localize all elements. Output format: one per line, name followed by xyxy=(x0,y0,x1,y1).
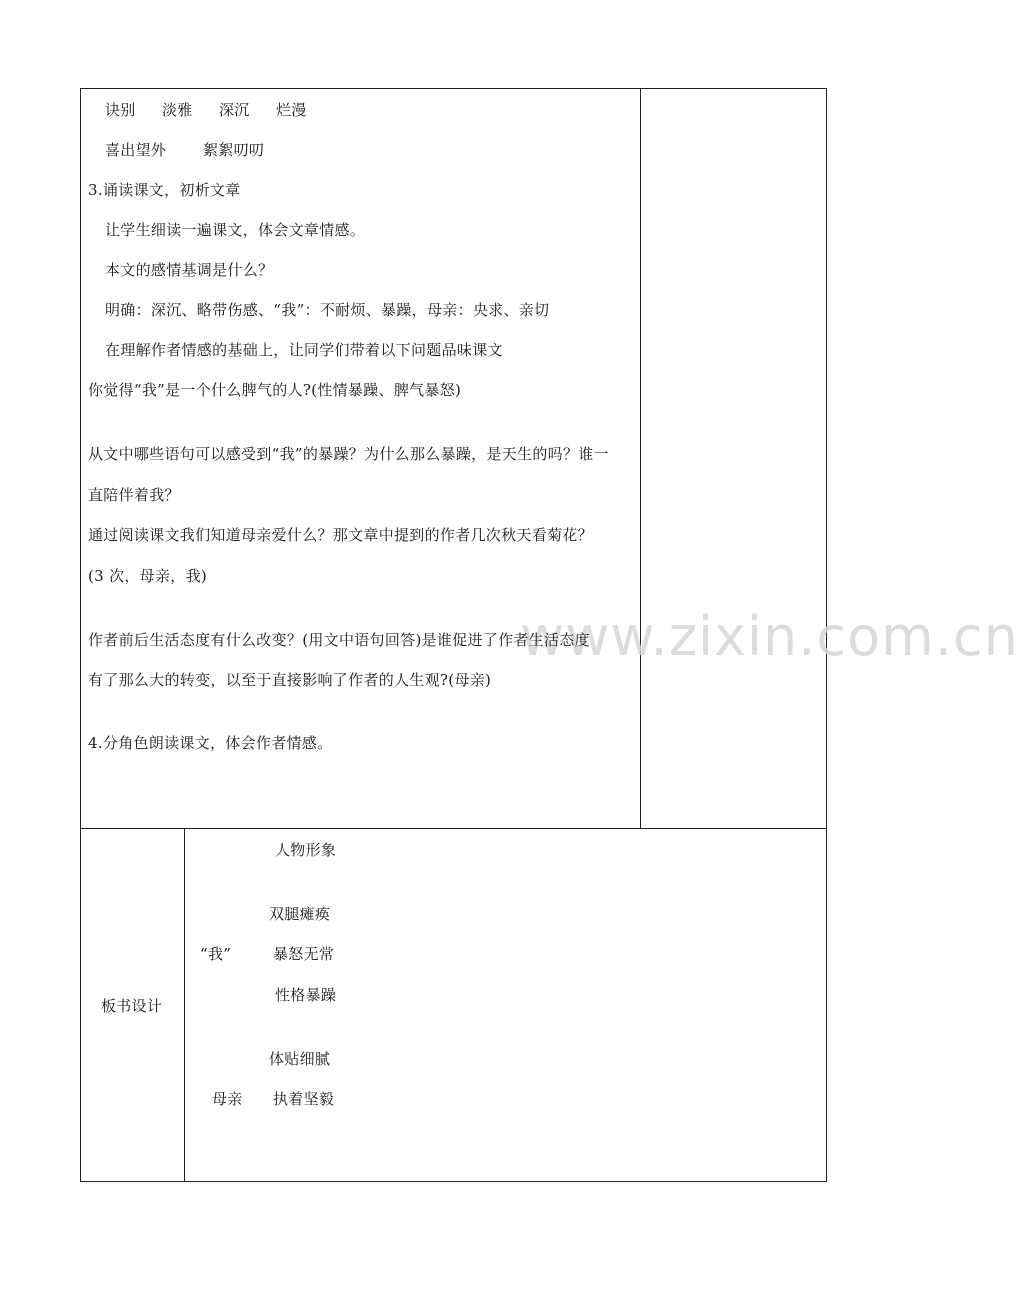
answer-tone: 明确：深沉、略带伤感、“我”：不耐烦、暴躁，母亲：央求、亲切 xyxy=(105,301,550,319)
intro-questions: 在理解作者情感的基础上，让同学们带着以下问题品味课文 xyxy=(105,341,503,359)
mother-trait: 体贴细腻 xyxy=(269,1050,331,1068)
row-divider xyxy=(80,828,827,829)
question-2-line-1: 从文中哪些语句可以感受到“我”的暴躁？为什么那么暴躁，是天生的吗？谁一 xyxy=(88,445,609,463)
table-border-left xyxy=(80,88,81,1182)
vocab-word: 诀别 xyxy=(105,101,136,119)
question-2-line-2: 直陪伴着我？ xyxy=(88,486,180,504)
table-border-bottom xyxy=(80,1181,827,1182)
question-4-line-1: 作者前后生活态度有什么改变？(用文中语句回答)是谁促进了作者生活态度 xyxy=(88,631,590,649)
table-border-top xyxy=(80,88,827,89)
board-column-divider xyxy=(184,828,185,1181)
vocab-word: 深沉 xyxy=(219,101,250,119)
step3-instruction: 让学生细读一遍课文，体会文章情感。 xyxy=(105,221,366,239)
vocab-word: 淡雅 xyxy=(162,101,193,119)
question-1: 你觉得“我”是一个什么脾气的人?(性情暴躁、脾气暴怒) xyxy=(88,381,462,399)
question-3-line-1: 通过阅读课文我们知道母亲爱什么？那文章中提到的作者几次秋天看菊花？ xyxy=(88,526,593,544)
me-trait: 暴怒无常 xyxy=(273,945,335,963)
step4-text: 4.分角色朗读课文，体会作者情感。 xyxy=(88,734,333,752)
mother-trait: 执着坚毅 xyxy=(273,1090,335,1108)
mother-label: 母亲 xyxy=(212,1090,243,1108)
board-title: 人物形象 xyxy=(275,841,337,859)
me-trait: 性格暴躁 xyxy=(275,986,337,1004)
vocab-word: 烂漫 xyxy=(276,101,307,119)
board-design-label: 板书设计 xyxy=(101,997,163,1015)
question-4-line-2: 有了那么大的转变，以至于直接影响了作者的人生观?(母亲) xyxy=(88,671,492,689)
vocab-word: 喜出望外 xyxy=(105,141,167,159)
me-label: “我” xyxy=(200,945,232,963)
upper-column-divider xyxy=(640,88,641,828)
vocab-word: 絮絮叨叨 xyxy=(203,141,265,159)
me-trait: 双腿瘫痪 xyxy=(269,905,331,923)
watermark-text: www.zixin.com.cn xyxy=(520,605,1019,668)
step3-heading: 3.诵读课文，初析文章 xyxy=(88,181,241,199)
question-3-line-2: (3 次，母亲，我) xyxy=(88,567,208,585)
question-tone: 本文的感情基调是什么？ xyxy=(105,261,274,279)
